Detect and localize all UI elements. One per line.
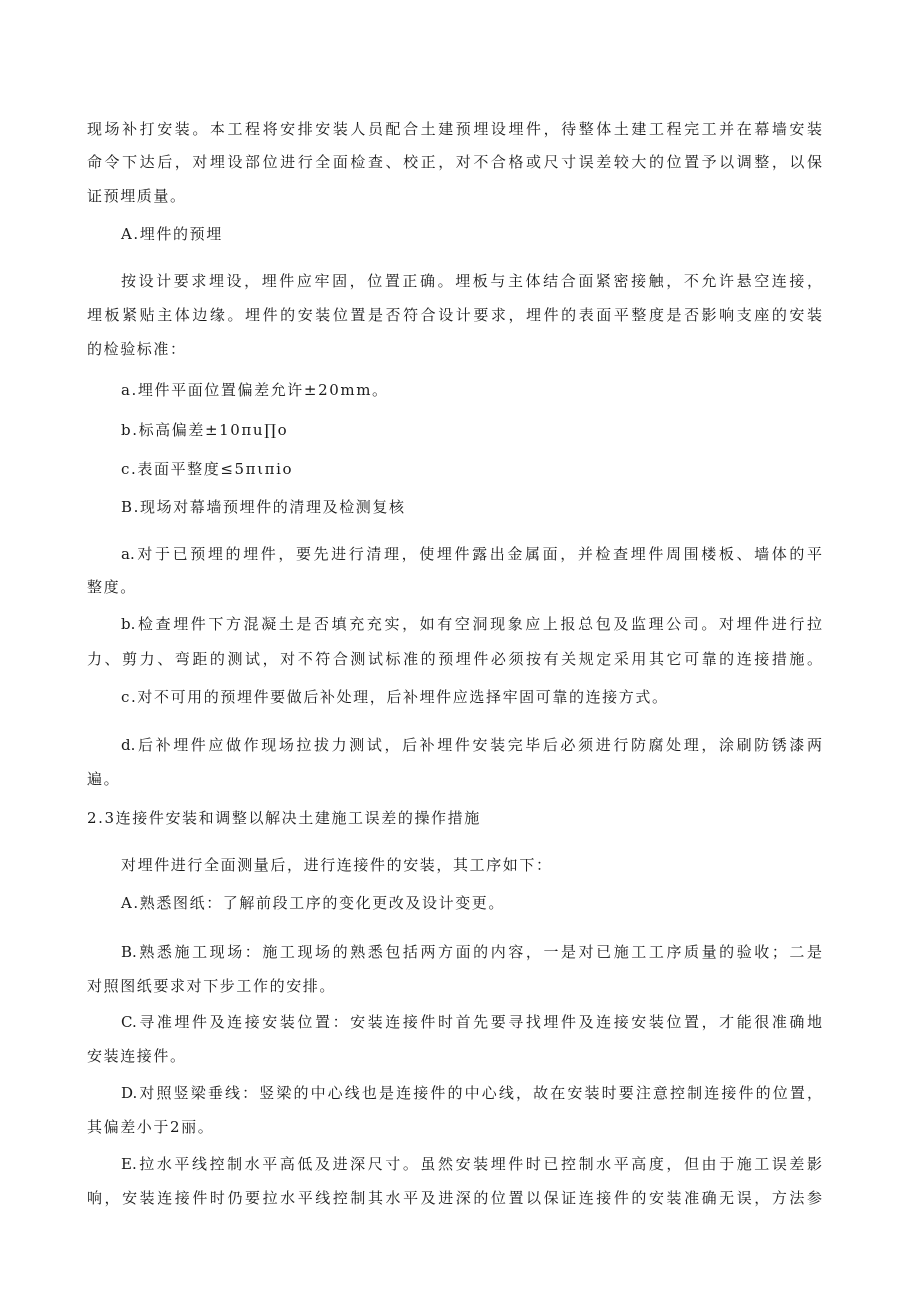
list-item: d.后补埋件应做作现场拉拔力测试，后补埋件安装完毕后必须进行防腐处理，涂刷防锈漆两	[121, 736, 822, 754]
list-item: a.对于已预埋的埋件，要先进行清理，使埋件露出金属面，并检查埋件周围楼板、墙体的平	[121, 545, 822, 563]
paragraph-line: 力、剪力、弯距的测试，对不符合测试标准的预埋件必须按有关规定采用其它可靠的连接措施。	[87, 650, 822, 668]
paragraph-line: 埋板紧贴主体边缘。埋件的安装位置是否符合设计要求，埋件的表面平整度是否影响支座的安装	[87, 306, 822, 324]
paragraph-line: 现场补打安装。本工程将安排安装人员配合土建预埋设埋件，待整体土建工程完工并在幕墙安装	[87, 120, 822, 138]
paragraph-line: 其偏差小于2丽。	[87, 1118, 215, 1136]
list-item: E.拉水平线控制水平高低及进深尺寸。虽然安装埋件时已控制水平高度，但由于施工误差影	[121, 1155, 822, 1173]
list-item: A.熟悉图纸：了解前段工序的变化更改及设计变更。	[121, 894, 506, 912]
list-item: B.熟悉施工现场：施工现场的熟悉包括两方面的内容，一是对已施工工序质量的验收；二是	[121, 943, 822, 961]
section-heading: 2.3连接件安装和调整以解决土建施工误差的操作措施	[87, 809, 481, 827]
list-item: a.埋件平面位置偏差允许±20mm。	[121, 381, 389, 399]
paragraph-line: 对埋件进行全面测量后，进行连接件的安装，其工序如下：	[121, 856, 553, 874]
paragraph-line: 遍。	[87, 770, 121, 788]
list-item: b.检查埋件下方混凝土是否填充充实，如有空洞现象应上报总包及监理公司。对埋件进行拉	[121, 615, 822, 633]
paragraph-line: 对照图纸要求对下步工作的安排。	[87, 977, 337, 995]
list-item: b.标高偏差±10πu∏o	[121, 421, 289, 439]
paragraph-line: 按设计要求埋设，埋件应牢固，位置正确。埋板与主体结合面紧密接触，不允许悬空连接，	[121, 272, 822, 290]
paragraph-line: 的检验标准：	[87, 340, 187, 358]
paragraph-line: 证预埋质量。	[87, 187, 187, 205]
list-item: C.寻准埋件及连接安装位置：安装连接件时首先要寻找埋件及连接安装位置，才能很准确地	[121, 1013, 822, 1031]
list-item: c.对不可用的预埋件要做后补处理，后补埋件应选择牢固可靠的连接方式。	[121, 688, 669, 706]
list-item: c.表面平整度≤5πιπio	[121, 460, 294, 478]
paragraph-line: 整度。	[87, 578, 137, 596]
section-heading: B.现场对幕墙预埋件的清理及检测复核	[121, 498, 406, 516]
paragraph-line: 命令下达后，对埋设部位进行全面检查、校正，对不合格或尺寸误差较大的位置予以调整，以保	[87, 153, 822, 171]
paragraph-line: 响，安装连接件时仍要拉水平线控制其水平及进深的位置以保证连接件的安装准确无误，方法参	[87, 1189, 822, 1207]
section-heading: A.埋件的预埋	[121, 225, 223, 243]
list-item: D.对照竖梁垂线：竖梁的中心线也是连接件的中心线，故在安装时要注意控制连接件的位置，	[121, 1084, 822, 1102]
paragraph-line: 安装连接件。	[87, 1047, 187, 1065]
